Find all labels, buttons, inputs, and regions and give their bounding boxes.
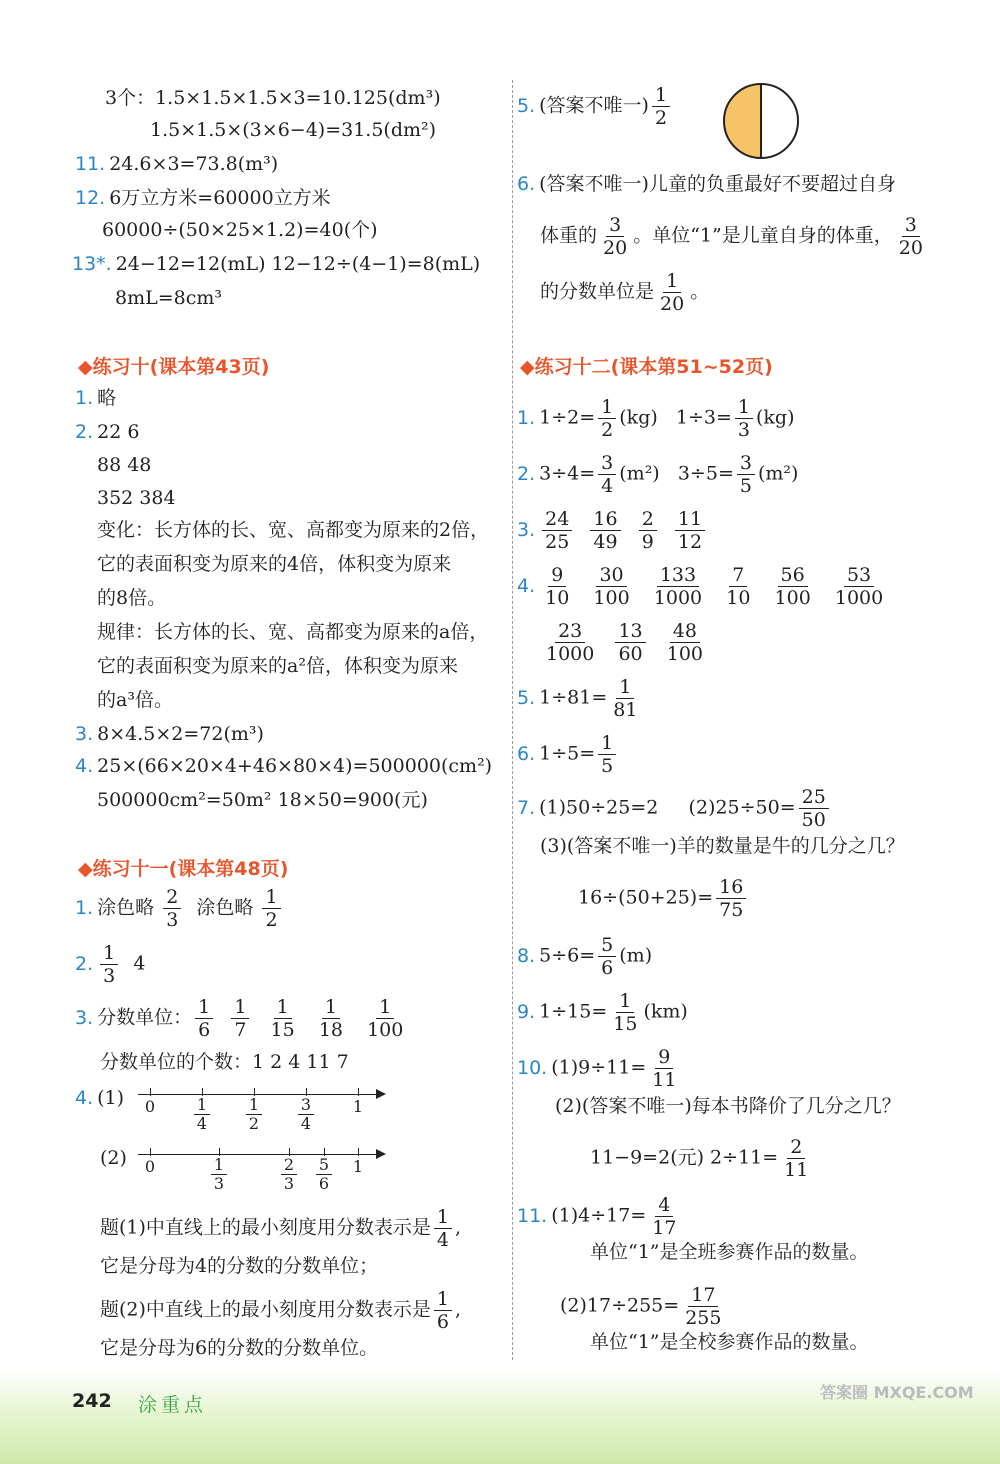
calc-line: 8mL=8cm³ [115,287,223,309]
answer: (答案不唯一) [539,94,649,117]
fraction: $\frac{1}{100}$ [367,996,404,1041]
text-line [540,214,929,259]
q-number: 3. [517,518,536,541]
text: 。 [690,280,710,303]
p11-q3 [75,996,409,1041]
text-line: 的a³倍。 [97,689,173,711]
q-number: 2. [75,952,94,975]
answer-label: 分数单位： [97,1006,193,1029]
p12-q2: 2. 3÷4= $\frac{3}{4}$ (m²) 3÷5= $\frac{3}{5}$ (m²) [517,452,799,497]
text-line: 题(2)中直线上的最小刻度用分数表示是 $\frac{1}{6}$ , [100,1288,462,1333]
p12-q6: 6. 1÷5= $\frac{1}{5}$ [517,732,619,777]
fraction: $\frac{3}{20}$ [603,214,628,259]
shaded-half [724,84,761,158]
p10-q4 [75,754,492,778]
question-11 [75,152,278,176]
text-line: 规律：长方体的长、宽、高都变为原来的a倍， [97,621,489,643]
fraction: $\frac{1}{2}$ [598,396,616,441]
tick-label: $\frac{1}{4}$ [190,1096,214,1133]
text: 。单位“1”是儿童自身的体重， [633,224,893,247]
p11-q1 [75,886,284,931]
q-number: 13*. [72,253,112,275]
q-number: 11. [75,153,106,175]
text-line: 它的表面积变为原来的4倍，体积变为原来 [97,553,452,575]
answer: 涂色略 [196,896,254,919]
q-number: 7. [517,796,536,819]
answer: 略 [97,387,117,409]
p12-q11: 11. (1)4÷17= $\frac{4}{17}$ [517,1194,677,1239]
p12-q4-cont: $\frac{23}{1000}$ $\frac{13}{60}$ $\frac{48}{100}$ [546,620,703,665]
text: 的分数单位是 [540,280,655,303]
text-line: (3)(答案不唯一)羊的数量是牛的几分之几？ [540,835,905,857]
p12-q7: 7. (1)50÷25=2 (2)25÷50= $\frac{25}{50}$ [517,786,832,831]
fraction: $\frac{1}{4}$ [434,1206,452,1251]
q-number: 6. [517,173,536,195]
p12-q3: 3. $\frac{24}{25}$ $\frac{16}{49}$ $\frac{2}{9}$ $\frac{11}{12}$ [517,508,708,553]
column-divider [512,80,513,1360]
q-number: 3. [75,1006,94,1029]
p10-q2 [75,420,139,444]
text: 体重的 [540,224,598,247]
watermark: 答案圈 MXQE.COM [820,1383,974,1402]
q-number: 11. [517,1204,548,1227]
tick-label: $\frac{1}{3}$ [207,1156,231,1193]
q-number: 2. [517,462,536,485]
tick-label: 1 [352,1157,364,1176]
p12-q1: 1. 1÷2= $\frac{1}{2}$ (kg) 1÷3= $\frac{1}{3}$ (kg) [517,396,795,441]
text-line: 的8倍。 [97,587,167,609]
arrow-icon [376,1149,386,1159]
text-line: 单位“1”是全校参赛作品的数量。 [590,1331,869,1353]
question-5 [517,84,673,129]
book-name: 涂重点 [138,1394,208,1416]
p12-q9: 9. 1÷15= $\frac{1}{15}$ (km) [517,990,688,1035]
p12-q8: 8. 5÷6= $\frac{5}{6}$ (m) [517,934,653,979]
tick [358,1148,359,1156]
calc-line: 16÷(50+25)= $\frac{16}{75}$ [578,876,749,921]
section-header-10: ◆练习十(课本第43页) [78,356,270,378]
text-line: 它是分母为6的分数的分数单位。 [100,1337,379,1359]
p12-q10: 10. (1)9÷11= $\frac{9}{11}$ [517,1046,677,1091]
answer: 6万立方米=60000立方米 [109,187,331,209]
answer: 涂色略 [97,896,155,919]
q-number: 12. [75,187,106,209]
q-number: 2. [75,421,94,443]
fraction: $\frac{1}{3}$ [100,942,118,987]
text-line: 它是分母为4的分数的分数单位； [100,1255,379,1277]
q-number: 4. [75,755,94,777]
calc-line: 500000cm²=50m² 18×50=900(元) [97,789,428,811]
calc-line: 3个：1.5×1.5×1.5×3=10.125(dm³) [105,87,441,109]
page-number: 242 [72,1390,112,1412]
tick-label: 0 [144,1157,156,1176]
calc-line: 352 384 [97,487,176,509]
text-line: (2)(答案不唯一)每本书降价了几分之几？ [555,1095,901,1117]
answer: (1)50÷25=2 [539,796,659,819]
fraction: $\frac{1}{3}$ [735,396,753,441]
answer: (1)9÷11= [551,1056,647,1079]
q-number: 5. [517,94,536,117]
q-number: 3. [75,723,94,745]
section-header-12: ◆练习十二(课本第51~52页) [520,356,773,378]
q-number: 8. [517,944,536,967]
section-header-11: ◆练习十一(课本第48页) [78,858,289,880]
p11-q4-1 [75,1086,124,1110]
tick-label: 1 [352,1097,364,1116]
text: 题(2)中直线上的最小刻度用分数表示是 [100,1298,431,1321]
q-number: 1. [517,406,536,429]
calc-line: (2)17÷255= $\frac{17}{255}$ [560,1284,722,1329]
text-line: 它的表面积变为原来的a²倍，体积变为原来 [97,655,458,677]
fraction: $\frac{1}{7}$ [231,996,249,1041]
q-number: 5. [517,686,536,709]
answer: 25×(66×20×4+46×80×4)=500000(cm²) [97,755,493,777]
calc-line: 60000÷(50×25×1.2)=40(个) [102,219,378,241]
tick [150,1088,151,1096]
fraction: $\frac{1}{18}$ [318,996,343,1041]
tick [358,1088,359,1096]
q-number: 6. [517,742,536,765]
number-line-2 [138,1154,378,1155]
p10-q1 [75,386,116,410]
tick-label: $\frac{3}{4}$ [294,1096,318,1133]
q-number: 9. [517,1000,536,1023]
answer: 16÷(50+25)= [578,886,714,909]
fraction: $\frac{1}{2}$ [652,84,670,129]
half-circle-diagram [722,82,800,160]
answer: 24.6×3=73.8(m³) [109,153,279,175]
q-number: 1. [75,387,94,409]
tick-label: $\frac{2}{3}$ [277,1156,301,1193]
answer: 1÷15= [539,1000,608,1023]
fraction: $\frac{3}{4}$ [598,452,616,497]
sub-label: (2) [100,1147,127,1169]
answer: (2)25÷50= [688,796,796,819]
answer: 11−9=2(元) 2÷11= [590,1146,779,1169]
calc-line: 88 48 [97,454,152,476]
fraction: $\frac{1}{15}$ [270,996,295,1041]
text: 题(1)中直线上的最小刻度用分数表示是 [100,1216,431,1239]
answer: (1)4÷17= [551,1204,647,1227]
fraction: $\frac{3}{20}$ [898,214,923,259]
fraction: $\frac{3}{5}$ [737,452,755,497]
arrow-icon [376,1089,386,1099]
calc-line: 1.5×1.5×(3×6−4)=31.5(dm²) [150,119,437,141]
text-line: 单位“1”是全班参赛作品的数量。 [590,1241,869,1263]
p11-q2 [75,942,145,987]
answer: 8×4.5×2=72(m³) [97,723,264,745]
p10-q3 [75,722,264,746]
q-number: 4. [517,574,536,597]
p12-q4: 4. $\frac{9}{10}$ $\frac{30}{100}$ $\frac{133}{1000}$ $\frac{7}{10}$ $\frac{56}{100}$ $\frac{53}{1000}$ [517,564,884,609]
text-line: 题(1)中直线上的最小刻度用分数表示是 $\frac{1}{4}$ , [100,1206,462,1251]
answer: 5÷6= [539,944,596,967]
question-12 [75,186,331,210]
calc-line: 11−9=2(元) 2÷11= $\frac{2}{11}$ [590,1136,809,1181]
tick-label: $\frac{5}{6}$ [312,1156,336,1193]
text-line: 分数单位的个数：1 2 4 11 7 [100,1051,349,1073]
answer: (答案不唯一)儿童的负重最好不要超过自身 [539,173,896,195]
q-number: 4. [75,1087,94,1109]
q-number: 10. [517,1056,548,1079]
fraction: $\frac{1}{6}$ [434,1288,452,1333]
fraction: $\frac{1}{20}$ [660,270,685,315]
question-6 [517,172,896,196]
answer: 4 [133,952,146,975]
answer: 22 6 [97,421,140,443]
fraction: $\frac{2}{3}$ [163,886,181,931]
sub-label: (1) [97,1087,125,1109]
text-line: 变化：长方体的长、宽、高都变为原来的2倍， [97,519,490,541]
fraction: $\frac{1}{6}$ [195,996,213,1041]
tick-label: 0 [144,1097,156,1116]
text-line [540,270,709,315]
tick-label: $\frac{1}{2}$ [242,1096,266,1133]
answer: (2)17÷255= [560,1294,680,1317]
q-number: 1. [75,896,94,919]
question-13 [72,252,480,276]
p11-q4-2 [100,1146,127,1170]
tick [150,1148,151,1156]
answer: 24−12=12(mL) 12−12÷(4−1)=8(mL) [115,253,481,275]
fraction: $\frac{1}{2}$ [262,886,280,931]
p12-q5: 5. 1÷81= $\frac{1}{81}$ [517,676,638,721]
